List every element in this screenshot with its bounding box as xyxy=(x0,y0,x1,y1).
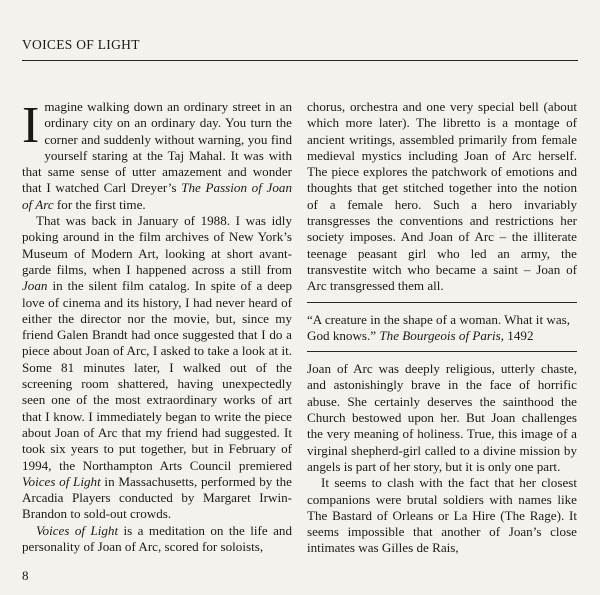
text-run: is a meditation on the life and personality of Joan of Arc, scored for soloists, xyxy=(22,522,292,555)
page-number: 8 xyxy=(22,568,29,583)
running-header: VOICES OF LIGHT xyxy=(22,37,140,52)
quote-rule-top xyxy=(307,302,577,303)
left-column xyxy=(22,99,292,555)
paragraph-intro xyxy=(22,99,292,213)
text-run: in Massachusetts, performed by the Arcadia Players conducted by Margaret Irwin-Brandon to sold-out crowds. xyxy=(22,473,292,522)
paragraph-moma xyxy=(22,213,292,523)
paragraph-companions: It seems to clash with the fact that her closest companions were brutal soldiers with names like The Bastard of Orleans or La Hire (The Rage). It seems impossible that another of Joan’s close intimates was Gilles de Rais, xyxy=(307,475,577,556)
work-title: Voices of Light xyxy=(22,473,101,489)
drop-cap: I xyxy=(22,97,40,154)
film-title: The Passion of Joan of Arc xyxy=(22,180,293,212)
quote-text: “A creature in the shape of a woman. What it was, God knows.” xyxy=(307,311,570,343)
quote-rule-bottom xyxy=(307,351,577,352)
text-run: That was back in January of 1988. I was idly poking around in the film archives of New York’s Museum of Modern Art, looking at short avant-garde films, when I happened across a still from xyxy=(22,213,292,277)
film-title: Joan xyxy=(22,278,48,294)
paragraph-meditation xyxy=(22,523,292,556)
quote-year: , 1492 xyxy=(500,327,534,343)
right-column xyxy=(307,99,577,557)
text-run: magine walking down an ordinary street in an ordinary city on an ordinary day. You turn the corner and suddenly without warning, you find yourself staring at the Taj Mahal. It was with that same sense of utter amazement and wonder that I watched Carl Dreyer’s xyxy=(22,99,292,196)
quote-source: The Bourgeois of Paris xyxy=(379,327,501,343)
header-rule xyxy=(22,60,578,61)
text-run: in the silent film catalog. In spite of a deep love of cinema and its history, I had never heard of either the director nor the movie, but, since my friend Galen Brandt had once suggested that I do a piece about Joan of Arc, I asked to take a look at it. Some 81 minutes later, I walked out of the screening room shattered, having unexpectedly seen one of the most extraordinary works of art that I know. I immediately began to write the piece about Joan of Arc that my friend had suggested. It took six years to put together, but in February of 1994, the Northampton Arts Council premiered xyxy=(22,278,292,473)
text-run: for the first time. xyxy=(53,196,146,212)
paragraph-libretto: chorus, orchestra and one very special bell (about which more later). The libretto is a montage of ancient writings, assembled primarily from female medieval mystics including Joan of Arc herself. The piece explores the patchwork of emotions and thoughts that get stitched together into the notion of a female hero. Such a hero invariably transgresses the conventions and restrictions her society imposes. And Joan of Arc – the illiterate teenage peasant girl who led an army, the transvestite witch who became a saint – Joan of Arc transgressed them all. xyxy=(307,99,577,294)
paragraph-religious: Joan of Arc was deeply religious, utterly chaste, and astonishingly brave in the face of horrific abuse. She certainly deserves the sainthood the Church bestowed upon her. But Joan challenges the very meaning of holiness. True, this image of a virginal shepherd-girl called to a divine mission by angels is part of her story, but it is only one part. xyxy=(307,361,577,474)
work-title: Voices of Light xyxy=(36,522,119,538)
epigraph-quote xyxy=(307,312,577,345)
